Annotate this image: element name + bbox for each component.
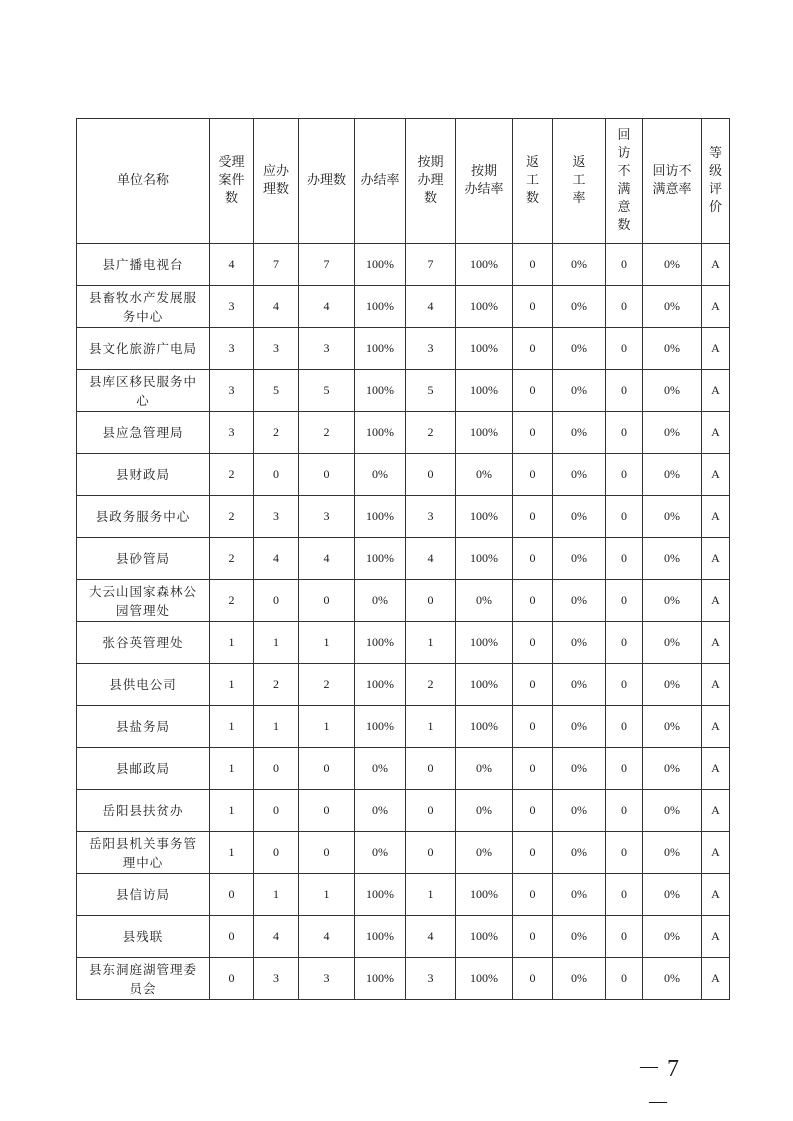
table-row — [77, 916, 730, 958]
cell-completion-rate: 100% — [355, 412, 406, 454]
cell-should-handle: 5 — [254, 370, 299, 412]
cell-grade: A — [702, 244, 730, 286]
cell-should-handle: 1 — [254, 706, 299, 748]
cell-accepted: 0 — [210, 874, 254, 916]
cell-handled: 0 — [299, 832, 355, 874]
cell-name: 县政务服务中心 — [77, 496, 210, 538]
cell-rework-count: 0 — [513, 706, 553, 748]
cell-completion-rate: 100% — [355, 958, 406, 1000]
cell-on-time-rate: 100% — [456, 496, 513, 538]
cell-rework-rate: 0% — [553, 370, 606, 412]
cell-on-time-rate: 0% — [456, 454, 513, 496]
cell-rework-count: 0 — [513, 916, 553, 958]
cell-dissatisfied-rate: 0% — [643, 874, 702, 916]
table-row — [77, 664, 730, 706]
cell-accepted: 1 — [210, 706, 254, 748]
cell-grade: A — [702, 748, 730, 790]
cell-on-time-rate: 100% — [456, 538, 513, 580]
cell-dissatisfied-count: 0 — [606, 874, 643, 916]
cell-completion-rate: 100% — [355, 664, 406, 706]
cell-dissatisfied-rate: 0% — [643, 496, 702, 538]
header-dissatisfied-count: 回 访 不 满 意 数 — [606, 119, 643, 244]
cell-name: 县供电公司 — [77, 664, 210, 706]
cell-on-time-rate: 100% — [456, 958, 513, 1000]
cell-grade: A — [702, 538, 730, 580]
cell-grade: A — [702, 412, 730, 454]
cell-dissatisfied-rate: 0% — [643, 664, 702, 706]
cell-accepted: 3 — [210, 370, 254, 412]
cell-should-handle: 7 — [254, 244, 299, 286]
cell-on-time-rate: 0% — [456, 748, 513, 790]
cell-grade: A — [702, 832, 730, 874]
cell-dissatisfied-count: 0 — [606, 580, 643, 622]
cell-handled: 0 — [299, 748, 355, 790]
cell-name: 县畜牧水产发展服务中心 — [77, 286, 210, 328]
cell-name: 县财政局 — [77, 454, 210, 496]
cell-grade: A — [702, 496, 730, 538]
cell-rework-count: 0 — [513, 454, 553, 496]
cell-completion-rate: 100% — [355, 706, 406, 748]
header-rework-count: 返 工 数 — [513, 119, 553, 244]
cell-name: 县应急管理局 — [77, 412, 210, 454]
cell-dissatisfied-rate: 0% — [643, 622, 702, 664]
header-dissatisfied-rate: 回访不 满意率 — [643, 119, 702, 244]
cell-accepted: 1 — [210, 748, 254, 790]
cell-accepted: 2 — [210, 496, 254, 538]
cell-grade: A — [702, 958, 730, 1000]
cell-dissatisfied-rate: 0% — [643, 454, 702, 496]
header-grade: 等 级 评 价 — [702, 119, 730, 244]
cell-on-time-rate: 100% — [456, 916, 513, 958]
cell-dissatisfied-count: 0 — [606, 958, 643, 1000]
cell-dissatisfied-rate: 0% — [643, 286, 702, 328]
table-row — [77, 748, 730, 790]
cell-rework-rate: 0% — [553, 412, 606, 454]
table-row — [77, 454, 730, 496]
table-body — [77, 244, 730, 1000]
cell-rework-count: 0 — [513, 370, 553, 412]
cell-rework-rate: 0% — [553, 832, 606, 874]
cell-handled: 4 — [299, 916, 355, 958]
cell-accepted: 3 — [210, 328, 254, 370]
cell-should-handle: 0 — [254, 790, 299, 832]
cell-on-time-rate: 100% — [456, 370, 513, 412]
cell-rework-count: 0 — [513, 958, 553, 1000]
cell-rework-rate: 0% — [553, 496, 606, 538]
cell-rework-count: 0 — [513, 874, 553, 916]
cell-handled: 2 — [299, 664, 355, 706]
cell-rework-count: 0 — [513, 790, 553, 832]
cell-on-time-rate: 100% — [456, 412, 513, 454]
cell-completion-rate: 100% — [355, 244, 406, 286]
cell-dissatisfied-rate: 0% — [643, 370, 702, 412]
cell-accepted: 3 — [210, 412, 254, 454]
cell-on-time-handled: 0 — [406, 832, 456, 874]
header-accepted: 受理 案件 数 — [210, 119, 254, 244]
table-row — [77, 328, 730, 370]
cell-on-time-handled: 0 — [406, 454, 456, 496]
cell-name: 县东洞庭湖管理委员会 — [77, 958, 210, 1000]
cell-grade: A — [702, 370, 730, 412]
table-row — [77, 244, 730, 286]
cell-dissatisfied-count: 0 — [606, 286, 643, 328]
cell-rework-rate: 0% — [553, 706, 606, 748]
cell-rework-count: 0 — [513, 664, 553, 706]
cell-grade: A — [702, 874, 730, 916]
cell-completion-rate: 100% — [355, 874, 406, 916]
cell-rework-rate: 0% — [553, 958, 606, 1000]
cell-handled: 3 — [299, 496, 355, 538]
cell-dissatisfied-rate: 0% — [643, 412, 702, 454]
cell-rework-count: 0 — [513, 412, 553, 454]
cell-on-time-handled: 4 — [406, 538, 456, 580]
cell-dissatisfied-rate: 0% — [643, 958, 702, 1000]
cell-rework-rate: 0% — [553, 748, 606, 790]
cell-on-time-handled: 7 — [406, 244, 456, 286]
cell-on-time-rate: 100% — [456, 664, 513, 706]
cell-rework-rate: 0% — [553, 244, 606, 286]
cell-on-time-handled: 4 — [406, 286, 456, 328]
cell-name: 县信访局 — [77, 874, 210, 916]
cell-on-time-handled: 3 — [406, 496, 456, 538]
cell-rework-rate: 0% — [553, 790, 606, 832]
cell-accepted: 3 — [210, 286, 254, 328]
cell-on-time-handled: 4 — [406, 916, 456, 958]
cell-dissatisfied-rate: 0% — [643, 538, 702, 580]
cell-completion-rate: 0% — [355, 790, 406, 832]
cell-dissatisfied-count: 0 — [606, 832, 643, 874]
cell-rework-rate: 0% — [553, 454, 606, 496]
cell-on-time-rate: 0% — [456, 832, 513, 874]
cell-on-time-rate: 100% — [456, 286, 513, 328]
cell-should-handle: 1 — [254, 622, 299, 664]
cell-on-time-handled: 2 — [406, 412, 456, 454]
cell-on-time-handled: 5 — [406, 370, 456, 412]
header-on-time-handled: 按期 办理 数 — [406, 119, 456, 244]
cell-dissatisfied-count: 0 — [606, 664, 643, 706]
cell-name: 县残联 — [77, 916, 210, 958]
cell-on-time-handled: 1 — [406, 706, 456, 748]
cell-completion-rate: 100% — [355, 370, 406, 412]
cell-accepted: 1 — [210, 832, 254, 874]
cell-grade: A — [702, 790, 730, 832]
cell-name: 县库区移民服务中心 — [77, 370, 210, 412]
cell-on-time-rate: 0% — [456, 580, 513, 622]
cell-completion-rate: 100% — [355, 496, 406, 538]
table-row — [77, 706, 730, 748]
cell-accepted: 0 — [210, 916, 254, 958]
cell-dissatisfied-rate: 0% — [643, 706, 702, 748]
cell-completion-rate: 100% — [355, 538, 406, 580]
cell-rework-rate: 0% — [553, 622, 606, 664]
cell-should-handle: 3 — [254, 328, 299, 370]
cell-rework-count: 0 — [513, 580, 553, 622]
cell-rework-rate: 0% — [553, 538, 606, 580]
cell-grade: A — [702, 706, 730, 748]
header-name: 单位名称 — [77, 119, 210, 244]
cell-handled: 3 — [299, 958, 355, 1000]
cell-dissatisfied-rate: 0% — [643, 244, 702, 286]
cell-should-handle: 0 — [254, 748, 299, 790]
cell-grade: A — [702, 664, 730, 706]
cell-handled: 0 — [299, 790, 355, 832]
cell-on-time-handled: 0 — [406, 580, 456, 622]
cell-dissatisfied-count: 0 — [606, 244, 643, 286]
cell-on-time-handled: 3 — [406, 328, 456, 370]
cell-on-time-handled: 1 — [406, 874, 456, 916]
cell-should-handle: 2 — [254, 412, 299, 454]
cell-completion-rate: 0% — [355, 748, 406, 790]
header-rework-rate: 返 工 率 — [553, 119, 606, 244]
table-row — [77, 832, 730, 874]
table-row — [77, 622, 730, 664]
cell-dissatisfied-count: 0 — [606, 370, 643, 412]
cell-grade: A — [702, 916, 730, 958]
cell-on-time-handled: 0 — [406, 790, 456, 832]
cell-accepted: 2 — [210, 538, 254, 580]
table-row — [77, 580, 730, 622]
cell-rework-rate: 0% — [553, 664, 606, 706]
cell-name: 岳阳县机关事务管理中心 — [77, 832, 210, 874]
cell-dissatisfied-count: 0 — [606, 412, 643, 454]
cell-on-time-handled: 0 — [406, 748, 456, 790]
table-header-row — [77, 119, 730, 244]
cell-dissatisfied-count: 0 — [606, 622, 643, 664]
cell-on-time-rate: 100% — [456, 328, 513, 370]
cell-accepted: 2 — [210, 580, 254, 622]
cell-completion-rate: 0% — [355, 832, 406, 874]
cell-on-time-rate: 0% — [456, 790, 513, 832]
cell-rework-count: 0 — [513, 286, 553, 328]
header-should-handle: 应办 理数 — [254, 119, 299, 244]
cell-handled: 4 — [299, 286, 355, 328]
unit-performance-table — [76, 118, 730, 1000]
cell-rework-count: 0 — [513, 328, 553, 370]
cell-name: 县砂管局 — [77, 538, 210, 580]
cell-name: 岳阳县扶贫办 — [77, 790, 210, 832]
cell-rework-count: 0 — [513, 244, 553, 286]
cell-handled: 1 — [299, 622, 355, 664]
cell-handled: 4 — [299, 538, 355, 580]
table-row — [77, 496, 730, 538]
cell-handled: 0 — [299, 454, 355, 496]
page-number: － 7 － — [637, 1056, 679, 1117]
table-row — [77, 958, 730, 1000]
cell-name: 张谷英管理处 — [77, 622, 210, 664]
cell-on-time-rate: 100% — [456, 706, 513, 748]
cell-dissatisfied-count: 0 — [606, 790, 643, 832]
cell-dissatisfied-rate: 0% — [643, 832, 702, 874]
cell-should-handle: 3 — [254, 958, 299, 1000]
cell-rework-rate: 0% — [553, 580, 606, 622]
cell-rework-rate: 0% — [553, 916, 606, 958]
table-row — [77, 874, 730, 916]
header-handled: 办理数 — [299, 119, 355, 244]
cell-handled: 7 — [299, 244, 355, 286]
cell-dissatisfied-count: 0 — [606, 538, 643, 580]
cell-dissatisfied-rate: 0% — [643, 580, 702, 622]
cell-rework-count: 0 — [513, 538, 553, 580]
cell-name: 县文化旅游广电局 — [77, 328, 210, 370]
header-on-time-rate: 按期 办结率 — [456, 119, 513, 244]
cell-rework-rate: 0% — [553, 286, 606, 328]
cell-dissatisfied-rate: 0% — [643, 328, 702, 370]
cell-completion-rate: 100% — [355, 916, 406, 958]
cell-should-handle: 4 — [254, 286, 299, 328]
cell-should-handle: 1 — [254, 874, 299, 916]
cell-grade: A — [702, 622, 730, 664]
cell-handled: 1 — [299, 706, 355, 748]
table-row — [77, 412, 730, 454]
cell-should-handle: 0 — [254, 454, 299, 496]
cell-rework-count: 0 — [513, 832, 553, 874]
cell-grade: A — [702, 286, 730, 328]
cell-completion-rate: 100% — [355, 286, 406, 328]
cell-rework-count: 0 — [513, 748, 553, 790]
cell-dissatisfied-count: 0 — [606, 916, 643, 958]
cell-rework-count: 0 — [513, 622, 553, 664]
cell-dissatisfied-count: 0 — [606, 748, 643, 790]
cell-on-time-rate: 100% — [456, 622, 513, 664]
header-completion-rate: 办结率 — [355, 119, 406, 244]
cell-name: 县邮政局 — [77, 748, 210, 790]
cell-on-time-rate: 100% — [456, 244, 513, 286]
table-row — [77, 790, 730, 832]
cell-on-time-rate: 100% — [456, 874, 513, 916]
table-row — [77, 370, 730, 412]
cell-rework-rate: 0% — [553, 874, 606, 916]
cell-should-handle: 0 — [254, 580, 299, 622]
cell-should-handle: 2 — [254, 664, 299, 706]
cell-on-time-handled: 3 — [406, 958, 456, 1000]
cell-completion-rate: 0% — [355, 454, 406, 496]
cell-handled: 0 — [299, 580, 355, 622]
cell-should-handle: 4 — [254, 916, 299, 958]
cell-dissatisfied-count: 0 — [606, 706, 643, 748]
cell-completion-rate: 100% — [355, 622, 406, 664]
cell-completion-rate: 0% — [355, 580, 406, 622]
cell-accepted: 4 — [210, 244, 254, 286]
cell-should-handle: 0 — [254, 832, 299, 874]
cell-rework-count: 0 — [513, 496, 553, 538]
cell-on-time-handled: 2 — [406, 664, 456, 706]
cell-should-handle: 3 — [254, 496, 299, 538]
cell-handled: 3 — [299, 328, 355, 370]
cell-accepted: 1 — [210, 790, 254, 832]
cell-handled: 1 — [299, 874, 355, 916]
cell-handled: 2 — [299, 412, 355, 454]
cell-accepted: 2 — [210, 454, 254, 496]
cell-rework-rate: 0% — [553, 328, 606, 370]
cell-on-time-handled: 1 — [406, 622, 456, 664]
cell-dissatisfied-rate: 0% — [643, 916, 702, 958]
cell-dissatisfied-count: 0 — [606, 496, 643, 538]
cell-dissatisfied-count: 0 — [606, 328, 643, 370]
cell-grade: A — [702, 328, 730, 370]
cell-dissatisfied-rate: 0% — [643, 748, 702, 790]
cell-name: 县盐务局 — [77, 706, 210, 748]
cell-dissatisfied-count: 0 — [606, 454, 643, 496]
cell-completion-rate: 100% — [355, 328, 406, 370]
cell-accepted: 1 — [210, 622, 254, 664]
cell-grade: A — [702, 454, 730, 496]
cell-grade: A — [702, 580, 730, 622]
table-row — [77, 286, 730, 328]
cell-name: 大云山国家森林公园管理处 — [77, 580, 210, 622]
cell-handled: 5 — [299, 370, 355, 412]
cell-name: 县广播电视台 — [77, 244, 210, 286]
cell-should-handle: 4 — [254, 538, 299, 580]
cell-dissatisfied-rate: 0% — [643, 790, 702, 832]
table-row — [77, 538, 730, 580]
cell-accepted: 1 — [210, 664, 254, 706]
cell-accepted: 0 — [210, 958, 254, 1000]
